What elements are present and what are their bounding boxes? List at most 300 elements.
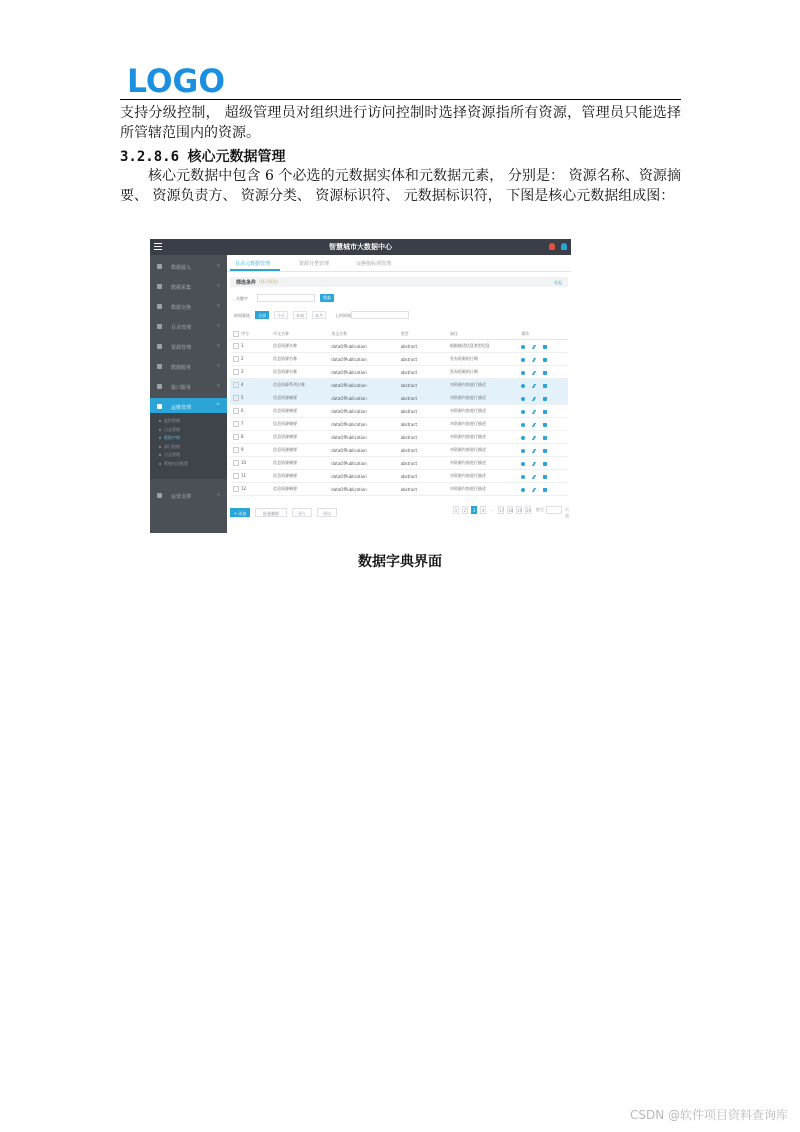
trash-icon[interactable] (543, 345, 547, 349)
table-cell (270, 405, 328, 418)
cell-text: 对资源内容进行描述 (449, 434, 486, 439)
cell-text: 11 (241, 473, 247, 478)
table-cell (398, 340, 447, 353)
section-number: 3.2.8.6 (120, 149, 180, 165)
filter-collapse-link[interactable]: 收起 (554, 280, 562, 285)
sidebar-item-label: 数据交换 (171, 305, 192, 311)
cell-text: abstract (400, 473, 418, 479)
cell-text: dataOfPublication (331, 408, 367, 414)
cell-text: 信息资源摘要 (273, 434, 298, 439)
sidebar (150, 255, 227, 533)
sidebar-item[interactable] (150, 318, 227, 336)
cell-text: 对资源内容进行描述 (449, 408, 486, 413)
table-cell (230, 405, 270, 418)
table-cell (328, 405, 397, 418)
cell-text: dataOfPublication (331, 434, 367, 440)
table-cell (398, 444, 447, 457)
row-checkbox[interactable] (233, 486, 239, 492)
row-checkbox[interactable] (233, 369, 239, 375)
table-cell (447, 483, 519, 496)
chip-week[interactable]: 本周 (293, 311, 307, 319)
table-cell (270, 470, 328, 483)
cell-text: 对资源内容进行描述 (449, 421, 486, 426)
page-button[interactable]: 18 (508, 508, 514, 513)
sidebar-item-label: 目录管理 (171, 325, 192, 331)
table-cell (447, 470, 519, 483)
pencil-icon[interactable] (532, 371, 536, 375)
table-cell (230, 457, 270, 470)
eye-icon[interactable] (521, 384, 525, 388)
import-button[interactable]: 导入 (292, 508, 312, 517)
row-actions (518, 366, 568, 379)
table-cell (328, 340, 397, 353)
sidebar-item[interactable] (150, 298, 227, 316)
table-cell (270, 392, 328, 405)
sidebar-item[interactable] (150, 258, 227, 276)
table-row[interactable] (230, 470, 568, 483)
pencil-icon[interactable] (532, 410, 536, 414)
trash-icon[interactable] (543, 436, 547, 440)
submenu-item[interactable]: 系统内存配置 (164, 460, 188, 466)
cell-text: abstract (400, 460, 418, 466)
table-cell (398, 353, 447, 366)
cell-text: dataOfPublication (331, 473, 367, 479)
table-cell (398, 405, 447, 418)
row-checkbox[interactable] (233, 356, 239, 362)
table-row[interactable] (230, 431, 568, 444)
table-cell (230, 470, 270, 483)
section-heading (120, 146, 285, 166)
row-actions (518, 405, 568, 418)
table-cell (398, 431, 447, 444)
table-cell (398, 418, 447, 431)
trash-icon[interactable] (543, 449, 547, 453)
submenu-item[interactable]: 数据字典 (164, 435, 180, 440)
table-cell (230, 366, 270, 379)
tab-resource-category[interactable]: 资源分类管理 (299, 261, 330, 267)
pencil-icon[interactable] (532, 358, 536, 362)
cell-text: 根据描述信息类型信息 (449, 343, 490, 348)
table-cell (328, 379, 397, 392)
cell-text: 信息资源摘要 (273, 395, 298, 400)
table-cell (328, 483, 397, 496)
table-row[interactable] (230, 405, 568, 418)
cell-text: 对资源内容进行描述 (449, 447, 486, 452)
table-row[interactable] (230, 353, 568, 366)
eye-icon[interactable] (521, 462, 525, 466)
table-cell (398, 457, 447, 470)
cell-text: dataOfPublication (331, 460, 367, 466)
table-cell (328, 418, 397, 431)
table-row[interactable] (230, 483, 568, 496)
row-actions (518, 392, 568, 405)
column-header (328, 329, 397, 340)
cell-text: 10 (241, 460, 247, 465)
exchange-icon (157, 304, 162, 309)
trash-icon[interactable] (543, 475, 547, 479)
section-body: 核心元数据中包含 6 个必选的元数据实体和元数据元素， 分别是： 资源名称、资源摘要、 资源负责方、 资源分类、 资源标识符、 元数据标识符， 下图是核心元数据组成图： (120, 168, 681, 204)
table-body (230, 340, 568, 496)
row-checkbox[interactable] (233, 434, 239, 440)
column-header (447, 329, 519, 340)
metadata-table (230, 329, 568, 496)
chip-month[interactable]: 本月 (312, 311, 326, 319)
chevron-down-icon: v (217, 343, 220, 349)
table-cell (230, 379, 270, 392)
trash-icon[interactable] (543, 423, 547, 427)
row-actions (518, 431, 568, 444)
eye-icon[interactable] (521, 410, 525, 414)
row-actions (518, 379, 568, 392)
table-cell (447, 418, 519, 431)
table-cell (447, 379, 519, 392)
plug-icon (157, 264, 162, 269)
table-cell (328, 431, 397, 444)
trash-icon[interactable] (543, 358, 547, 362)
cell-text: dataOfPublication (331, 382, 367, 388)
chevron-down-icon: v (217, 363, 220, 369)
cell-text: 4 (241, 382, 244, 387)
chevron-down-icon: v (217, 323, 220, 329)
cell-text: dataOfPublication (331, 343, 367, 349)
table-row[interactable] (230, 457, 568, 470)
cell-text: abstract (400, 356, 418, 362)
table-row[interactable] (230, 418, 568, 431)
column-header (398, 329, 447, 340)
active-tab-underline (230, 269, 280, 271)
cell-text: abstract (400, 408, 418, 414)
cell-text: 对资源内容进行描述 (449, 460, 486, 465)
column-header-label: 备注 (449, 331, 458, 336)
column-header-label: 英文名称 (331, 331, 348, 336)
batch-delete-button[interactable]: 批量删除 (255, 508, 287, 517)
table-cell (230, 483, 270, 496)
cell-text: dataOfPublication (331, 447, 367, 453)
row-checkbox[interactable] (233, 382, 239, 388)
cell-text: 7 (241, 421, 244, 426)
table-header-row (230, 329, 568, 340)
table-cell (270, 379, 328, 392)
row-checkbox[interactable] (233, 343, 239, 349)
chip-today[interactable]: 今天 (274, 311, 288, 319)
submenu-item[interactable]: 部门机构 (164, 443, 180, 449)
table-cell (270, 483, 328, 496)
row-checkbox[interactable] (233, 447, 239, 453)
section-title: 核心元数据管理 (187, 149, 286, 165)
gear-icon (157, 493, 162, 498)
cell-text: abstract (400, 343, 418, 349)
sidebar-item[interactable] (150, 278, 227, 296)
table-cell (447, 431, 519, 444)
table-cell (270, 457, 328, 470)
row-checkbox[interactable] (233, 421, 239, 427)
sidebar-item-label: 数据服务 (171, 365, 192, 371)
table-cell (328, 470, 397, 483)
chevron-down-icon: v (217, 283, 220, 289)
cell-text: 信息资源名称 (273, 343, 298, 348)
submenu-item[interactable]: 日志管理 (164, 426, 180, 432)
cell-text: 信息资源摘要 (273, 486, 298, 491)
header-rule (120, 99, 681, 100)
grid-icon (157, 364, 162, 369)
logo (127, 66, 225, 94)
row-actions (518, 353, 568, 366)
watermark: CSDN @软件项目资料查询库 (629, 1108, 788, 1122)
pencil-icon[interactable] (532, 384, 536, 388)
page-button[interactable]: 2 (463, 508, 467, 513)
pencil-icon[interactable] (532, 397, 536, 401)
eye-icon[interactable] (521, 371, 525, 375)
upload-time-input[interactable] (351, 311, 409, 319)
eye-icon[interactable] (521, 397, 525, 401)
row-checkbox[interactable] (233, 408, 239, 414)
sidebar-item-label: 运营支撑 (171, 494, 192, 500)
table-cell (447, 444, 519, 457)
cell-text: 信息资源摘要 (273, 421, 298, 426)
user-icon[interactable] (561, 243, 567, 250)
table-cell (230, 392, 270, 405)
trash-icon[interactable] (543, 462, 547, 466)
table-cell (270, 353, 328, 366)
pencil-icon[interactable] (532, 449, 536, 453)
cell-text: abstract (400, 486, 418, 492)
column-header (230, 329, 270, 340)
sidebar-item[interactable] (150, 358, 227, 376)
cell-text: dataOfPublication (331, 356, 367, 362)
table-cell (270, 418, 328, 431)
table-cell (270, 444, 328, 457)
trash-icon[interactable] (543, 488, 547, 492)
goto-page-input[interactable] (546, 506, 562, 514)
table-cell (447, 457, 519, 470)
pencil-icon[interactable] (532, 436, 536, 440)
page-button[interactable]: 17 (499, 508, 505, 513)
cell-text: abstract (400, 369, 418, 375)
eye-icon[interactable] (521, 358, 525, 362)
eye-icon[interactable] (521, 475, 525, 479)
table-row[interactable] (230, 340, 568, 353)
cell-text: abstract (400, 382, 418, 388)
sidebar-item-label: 数据采集 (171, 285, 192, 291)
column-header-label: 中文名称 (273, 331, 290, 336)
main-panel (227, 255, 571, 533)
table-cell (328, 444, 397, 457)
chevron-down-icon: v (217, 492, 220, 498)
cell-text: 发布资源的日期 (449, 356, 478, 361)
cell-text: 发布资源的日期 (449, 369, 478, 374)
submenu-item[interactable]: 监控管理 (164, 418, 180, 423)
table-cell (447, 405, 519, 418)
column-header-label: 序号 (241, 331, 249, 336)
folder-icon (157, 324, 162, 329)
cell-text: abstract (400, 447, 418, 453)
cell-text: 信息资源名称 (273, 356, 298, 361)
add-button[interactable]: + 添加 (230, 508, 250, 517)
cell-text: 对资源内容进行描述 (449, 395, 486, 400)
table-cell (447, 353, 519, 366)
figure-caption: 数据字典界面 (358, 554, 442, 570)
chevron-down-icon: v (217, 303, 220, 309)
cell-text: dataOfPublication (331, 486, 367, 492)
page-button: ... (490, 507, 494, 512)
page-button[interactable]: 1 (454, 508, 458, 513)
cell-text: 2 (241, 356, 244, 361)
page-button[interactable]: 20 (526, 508, 532, 513)
sidebar-item-label: 运维管理 (171, 405, 192, 411)
cell-text: 信息资源摘要 (273, 447, 298, 452)
trash-icon[interactable] (543, 371, 547, 375)
table-cell (230, 353, 270, 366)
row-actions (518, 483, 568, 496)
table-cell (328, 392, 397, 405)
keyword-label: 关键字 (236, 296, 248, 301)
cell-text: 5 (241, 395, 244, 400)
cell-text: 对资源内容进行描述 (449, 486, 486, 491)
pencil-icon[interactable] (532, 423, 536, 427)
sidebar-submenu (150, 413, 227, 479)
pencil-icon[interactable] (532, 462, 536, 466)
cell-text: abstract (400, 434, 418, 440)
table-cell (328, 457, 397, 470)
search-button[interactable]: 搜索 (320, 294, 334, 302)
cell-text: 信息资源系列名称 (273, 382, 306, 387)
column-header (270, 329, 328, 340)
page-button[interactable]: 19 (517, 508, 523, 513)
cell-text: 信息资源摘要 (273, 473, 298, 478)
cell-text: dataOfPublication (331, 395, 367, 401)
figure-data-dictionary-screenshot (150, 239, 571, 533)
row-actions (518, 418, 568, 431)
export-button[interactable]: 导出 (317, 508, 337, 517)
chip-all[interactable]: 全部 (255, 311, 269, 319)
eye-icon[interactable] (521, 488, 525, 492)
sidebar-item-label: 接口服务 (171, 385, 192, 391)
column-header-label: 操作 (521, 331, 530, 336)
submenu-item[interactable]: 日志管理 (164, 452, 180, 457)
upload-time-label: 上传时间 (335, 313, 351, 318)
cell-text: 12 (241, 486, 247, 491)
app-topbar (150, 239, 571, 255)
filter-header (230, 277, 568, 287)
cell-text: dataOfPublication (331, 369, 367, 375)
logo-text: LOGO (127, 66, 225, 94)
eye-icon[interactable] (521, 345, 525, 349)
page-label: 页面 (565, 507, 569, 518)
cell-text: 信息资源摘要 (273, 460, 298, 465)
cell-text: 9 (241, 447, 244, 452)
row-actions (518, 457, 568, 470)
cell-text: 对资源内容进行描述 (449, 382, 486, 387)
cell-text: 3 (241, 369, 244, 374)
cell-text: dataOfPublication (331, 421, 367, 427)
clock-icon (157, 284, 162, 289)
cell-text: 信息资源摘要 (273, 408, 298, 413)
cell-text: 信息资源名称 (273, 369, 298, 374)
sidebar-item[interactable] (150, 378, 227, 396)
table-cell (447, 366, 519, 379)
eye-icon[interactable] (521, 423, 525, 427)
table-cell (398, 366, 447, 379)
filter-title: 筛选条件 (236, 280, 257, 286)
tab-bar (227, 255, 571, 272)
table-row[interactable] (230, 392, 568, 405)
filter-hint[interactable]: (展开筛选) (259, 279, 279, 284)
table-cell (230, 444, 270, 457)
trash-icon[interactable] (543, 410, 547, 414)
database-icon (157, 344, 162, 349)
pencil-icon[interactable] (532, 475, 536, 479)
goto-label: 跳至 (536, 507, 544, 512)
table-cell (398, 392, 447, 405)
row-checkbox[interactable] (233, 460, 239, 466)
row-actions (518, 470, 568, 483)
table-cell (398, 379, 447, 392)
row-actions (518, 340, 568, 353)
column-header-label: 类型 (400, 331, 409, 336)
chevron-down-icon: v (217, 263, 220, 269)
column-header (518, 329, 568, 340)
pencil-icon[interactable] (532, 488, 536, 492)
cell-text: 1 (241, 343, 244, 348)
chevron-down-icon: v (217, 383, 220, 389)
tab-exchange-indicator[interactable]: 交换指标项管理 (356, 261, 392, 267)
cell-text: 6 (241, 408, 244, 413)
row-actions (518, 444, 568, 457)
cell-text: abstract (400, 395, 418, 401)
pencil-icon[interactable] (532, 345, 536, 349)
keyword-input[interactable] (257, 294, 315, 302)
sidebar-item[interactable] (150, 487, 227, 505)
row-checkbox[interactable] (233, 395, 239, 401)
cell-text: 8 (241, 434, 244, 439)
wrench-icon (157, 404, 162, 409)
page-button[interactable]: 3 (472, 508, 476, 513)
table-row[interactable] (230, 366, 568, 379)
eye-icon[interactable] (521, 436, 525, 440)
sidebar-item-label: 资源管理 (171, 345, 192, 351)
table-cell (398, 470, 447, 483)
table-cell (328, 366, 397, 379)
paragraph-access-control: 支持分级控制， 超级管理员对组织进行访问控制时选择资源指所有资源，管理员只能选择所管辖范围内的资源。 (120, 105, 681, 141)
table-cell (230, 418, 270, 431)
notification-icon[interactable] (549, 243, 555, 250)
cell-text: abstract (400, 421, 418, 427)
table-cell (270, 340, 328, 353)
trash-icon[interactable] (543, 397, 547, 401)
table-row[interactable] (230, 444, 568, 457)
table-cell (230, 431, 270, 444)
page-button[interactable]: 4 (481, 508, 485, 513)
tab-catalog-metadata[interactable]: 目录元数据管理 (235, 261, 271, 267)
select-all-checkbox[interactable] (233, 331, 239, 337)
cell-text: 对资源内容进行描述 (449, 473, 486, 478)
row-checkbox[interactable] (233, 473, 239, 479)
time-filter-label: 时间筛选 (234, 313, 250, 318)
app-title: 智慧城市大数据中心 (329, 243, 392, 251)
table-cell (447, 340, 519, 353)
link-icon (157, 384, 162, 389)
trash-icon[interactable] (543, 384, 547, 388)
table-cell (398, 483, 447, 496)
table-cell (270, 366, 328, 379)
sidebar-item[interactable] (150, 338, 227, 356)
table-cell (447, 392, 519, 405)
table-row[interactable] (230, 379, 568, 392)
table-cell (328, 353, 397, 366)
table-cell (270, 431, 328, 444)
table-cell (230, 340, 270, 353)
eye-icon[interactable] (521, 449, 525, 453)
